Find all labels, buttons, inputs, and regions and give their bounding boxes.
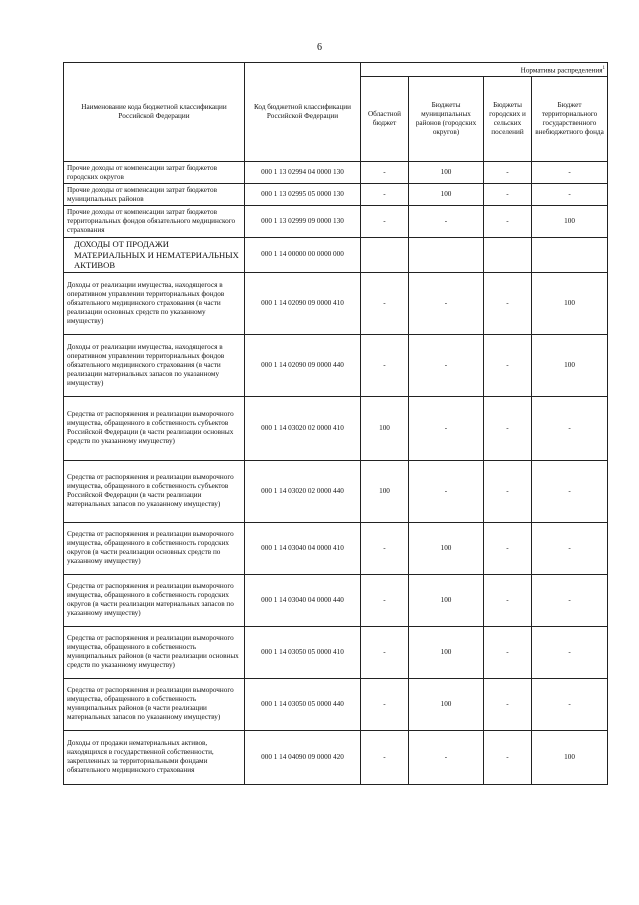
row-code: 000 1 14 04090 09 0000 420 [245, 730, 361, 784]
header-norms-group [361, 63, 608, 77]
section-row [64, 238, 608, 273]
row-code: 000 1 14 03050 05 0000 410 [245, 626, 361, 678]
row-municipal: 100 [409, 626, 484, 678]
row-settlements: - [484, 460, 532, 522]
row-settlements: - [484, 678, 532, 730]
row-name: Доходы от реализации имущества, находящегося в оперативном управлении территориальных фондов обязательного медицинского страхования (в части реализации материальных запасов по указанному имуществу) [64, 334, 245, 396]
header-settlements: Бюджеты городских и сельских поселений [484, 77, 532, 162]
row-fund: 100 [532, 730, 608, 784]
row-name: Прочие доходы от компенсации затрат бюджетов территориальных фондов обязательного медицинского страхования [64, 206, 245, 238]
row-fund: - [532, 574, 608, 626]
row-regional: - [361, 522, 409, 574]
row-regional: - [361, 626, 409, 678]
header-name: Наименование кода бюджетной классификации Российской Федерации [64, 63, 245, 162]
row-code: 000 1 14 03020 02 0000 440 [245, 460, 361, 522]
table-row [64, 522, 608, 574]
row-regional: - [361, 574, 409, 626]
row-regional: 100 [361, 396, 409, 460]
row-name: Прочие доходы от компенсации затрат бюджетов городских округов [64, 162, 245, 184]
table-row [64, 460, 608, 522]
table-row [64, 334, 608, 396]
row-settlements: - [484, 730, 532, 784]
row-name: Средства от распоряжения и реализации выморочного имущества, обращенного в собственность муниципальных районов (в части реализации основных средств по указанному имуществу) [64, 626, 245, 678]
row-regional: - [361, 206, 409, 238]
row-fund: 100 [532, 206, 608, 238]
row-municipal: 100 [409, 162, 484, 184]
row-settlements: - [484, 522, 532, 574]
row-regional: - [361, 162, 409, 184]
row-municipal: 100 [409, 522, 484, 574]
row-municipal: 100 [409, 574, 484, 626]
row-code: 000 1 14 00000 00 0000 000 [245, 238, 361, 273]
row-fund: - [532, 396, 608, 460]
row-settlements: - [484, 396, 532, 460]
table-row [64, 730, 608, 784]
row-code: 000 1 13 02995 05 0000 130 [245, 184, 361, 206]
row-municipal: - [409, 730, 484, 784]
table-row [64, 162, 608, 184]
row-code: 000 1 14 02090 09 0000 410 [245, 272, 361, 334]
row-regional [361, 238, 409, 273]
row-fund: 100 [532, 334, 608, 396]
row-municipal: - [409, 272, 484, 334]
header-fund: Бюджет территориального государственного внебюджетного фонда [532, 77, 608, 162]
table-row [64, 396, 608, 460]
table-row [64, 626, 608, 678]
row-fund [532, 238, 608, 273]
header-municipal: Бюджеты муниципальных районов (городских округов) [409, 77, 484, 162]
row-fund: - [532, 626, 608, 678]
row-regional: - [361, 678, 409, 730]
row-code: 000 1 14 03050 05 0000 440 [245, 678, 361, 730]
row-regional: - [361, 184, 409, 206]
row-municipal [409, 238, 484, 273]
footnote-marker: 1 [602, 66, 606, 71]
row-code: 000 1 13 02994 04 0000 130 [245, 162, 361, 184]
row-settlements: - [484, 206, 532, 238]
budget-norms-table [63, 62, 608, 785]
row-name: Средства от распоряжения и реализации выморочного имущества, обращенного в собственность муниципальных районов (в части реализации материальных запасов по указанному имуществу) [64, 678, 245, 730]
row-name: Средства от распоряжения и реализации выморочного имущества, обращенного в собственность городских округов (в части реализации основных средств по указанному имуществу) [64, 522, 245, 574]
table-body [64, 162, 608, 785]
row-code: 000 1 14 03040 04 0000 440 [245, 574, 361, 626]
row-settlements: - [484, 162, 532, 184]
row-regional: - [361, 730, 409, 784]
table-row [64, 184, 608, 206]
row-regional: 100 [361, 460, 409, 522]
header-regional: Областной бюджет [361, 77, 409, 162]
row-code: 000 1 13 02999 09 0000 130 [245, 206, 361, 238]
row-fund: - [532, 460, 608, 522]
row-name: Доходы от реализации имущества, находящегося в оперативном управлении территориальных фондов обязательного медицинского страхования (в части реализации основных средств по указанному имуществу) [64, 272, 245, 334]
row-fund: 100 [532, 272, 608, 334]
row-settlements: - [484, 626, 532, 678]
row-code: 000 1 14 03040 04 0000 410 [245, 522, 361, 574]
table-row [64, 206, 608, 238]
row-name: Средства от распоряжения и реализации выморочного имущества, обращенного в собственность субъектов Российской Федерации (в части реализации материальных запасов по указанному имуществу) [64, 460, 245, 522]
header-norms-title: Нормативы распределения [520, 66, 603, 75]
row-name: Средства от распоряжения и реализации выморочного имущества, обращенного в собственность городских округов (в части реализации материальных запасов по указанному имуществу) [64, 574, 245, 626]
row-code: 000 1 14 03020 02 0000 410 [245, 396, 361, 460]
table-row [64, 678, 608, 730]
row-settlements [484, 238, 532, 273]
row-fund: - [532, 184, 608, 206]
row-municipal: - [409, 206, 484, 238]
row-municipal: 100 [409, 184, 484, 206]
row-code: 000 1 14 02090 09 0000 440 [245, 334, 361, 396]
row-settlements: - [484, 334, 532, 396]
row-name: Прочие доходы от компенсации затрат бюджетов муниципальных районов [64, 184, 245, 206]
page-number: 6 [317, 42, 322, 53]
row-regional: - [361, 272, 409, 334]
row-fund: - [532, 522, 608, 574]
row-fund: - [532, 678, 608, 730]
row-settlements: - [484, 184, 532, 206]
row-regional: - [361, 334, 409, 396]
row-municipal: - [409, 396, 484, 460]
table-header [64, 63, 608, 162]
row-fund: - [532, 162, 608, 184]
row-name: Доходы от продажи нематериальных активов, находящихся в государственной собственности, закрепленных за территориальными фондами обязательного медицинского страхования [64, 730, 245, 784]
table-row [64, 574, 608, 626]
row-name: Средства от распоряжения и реализации выморочного имущества, обращенного в собственность субъектов Российской Федерации (в части реализации основных средств по указанному имуществу) [64, 396, 245, 460]
row-settlements: - [484, 272, 532, 334]
row-municipal: 100 [409, 678, 484, 730]
header-code: Код бюджетной классификации Российской Федерации [245, 63, 361, 162]
row-municipal: - [409, 334, 484, 396]
section-title: ДОХОДЫ ОТ ПРОДАЖИ МАТЕРИАЛЬНЫХ И НЕМАТЕРИАЛЬНЫХ АКТИВОВ [64, 238, 245, 273]
row-municipal: - [409, 460, 484, 522]
table-row [64, 272, 608, 334]
row-settlements: - [484, 574, 532, 626]
